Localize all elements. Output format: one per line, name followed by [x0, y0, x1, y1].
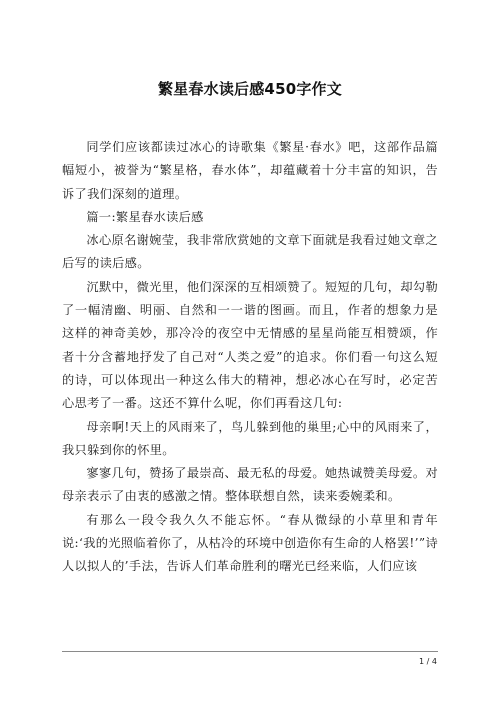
body-paragraph: 冰心原名谢婉莹，我非常欣赏她的文章下面就是我看过她文章之后写的读后感。 [62, 233, 438, 271]
page-number: 1 / 4 [419, 657, 437, 666]
quoted-poem-paragraph: 母亲啊!天上的风雨来了，鸟儿躲到他的巢里;心中的风雨来了，我只躲到你的怀里。 [62, 419, 438, 457]
footer-divider [62, 651, 438, 652]
body-paragraph: 寥寥几句，赞扬了最崇高、最无私的母爱。她热诚赞美母爱。对母亲表示了由衷的感激之情。整体联想自然，读来委婉柔和。 [62, 466, 438, 504]
section-heading: 篇一:繁星春水读后感 [86, 209, 204, 224]
body-paragraph-intro: 同学们应该都读过冰心的诗歌集《繁星·春水》吧，这部作品篇幅短小，被誉为“繁星格，春水体”，却蕴藏着十分丰富的知识，告诉了我们深刻的道理。 [62, 140, 438, 201]
document-body [62, 136, 438, 579]
body-paragraph: 有那么一段令我久久不能忘怀。“春从微绿的小草里和青年说:‘我的光照临着你了，从枯冷的环境中创造你有生命的人格罢!’”诗人以拟人的’手法，告诉人们革命胜利的曙光已经来临，人们应该 [62, 512, 438, 574]
body-paragraph: 沉默中，微光里，他们深深的互相颂赞了。短短的几句，却勾勒了一幅清幽、明丽、自然和一一谐的图画。而且，作者的想象力是这样的神奇美妙，那冷冷的夜空中无情感的星星尚能互相赞颂，作者十分含蓄地抒发了自己对“人类之爱”的追求。你们看一句这么短的诗，可以体现出一种这么伟大的精神，想必冰心在写时，必定苦心思考了一番。这还不算什么呢，你们再看这几句: [62, 279, 438, 411]
document-title: 繁星春水读后感450字作文 [158, 80, 342, 98]
